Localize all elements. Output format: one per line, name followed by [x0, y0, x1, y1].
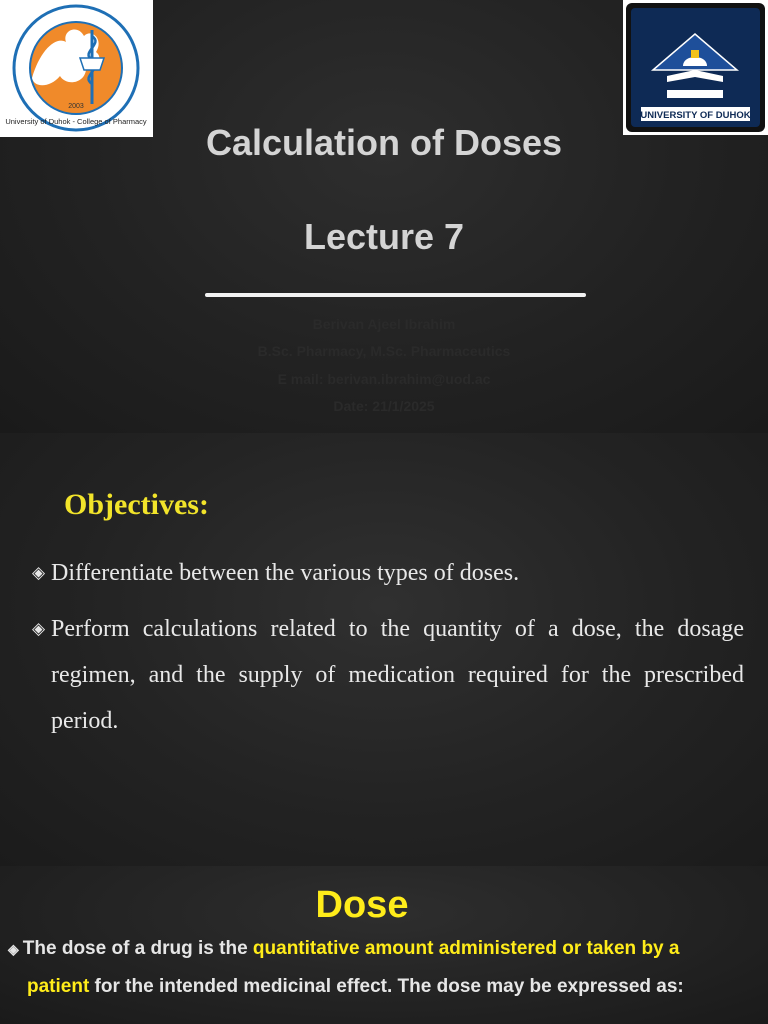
- objectives-slide: [0, 433, 768, 866]
- author-degrees: B.Sc. Pharmacy, M.Sc. Pharmaceutics: [257, 343, 511, 359]
- presentation-title: Calculation of Doses: [205, 122, 563, 163]
- svg-text:UNIVERSITY OF DUHOK: UNIVERSITY OF DUHOK: [640, 110, 751, 121]
- objective-text: Differentiate between the various types of doses.: [51, 560, 520, 586]
- dose-text-rest: for the intended medicinal effect. The dose may be expressed as:: [89, 976, 684, 997]
- objective-item: [32, 550, 744, 596]
- diamond-bullet-icon: ◈: [32, 619, 46, 638]
- college-of-pharmacy-logo: [0, 0, 153, 137]
- author-name: Berivan Ajeel Ibrahim: [312, 316, 456, 332]
- author-email: E mail: berivan.ibrahim@uod.ac: [277, 371, 491, 387]
- objectives-heading: Objectives:: [64, 488, 209, 521]
- svg-text:University of Duhok - College: University of Duhok - College of Pharmacy: [5, 117, 147, 126]
- dose-slide: [0, 866, 768, 1024]
- university-of-duhok-logo: [623, 0, 768, 135]
- dose-definition: [8, 930, 764, 1006]
- dose-heading: Dose: [315, 884, 409, 926]
- objective-text: Perform calculations related to the quantity of a dose, the dosage regimen, and the supply of medication required for the prescribed period.: [51, 616, 744, 734]
- lecture-number: Lecture 7: [303, 216, 465, 257]
- diamond-bullet-icon: ◈: [32, 563, 46, 582]
- title-divider: [205, 293, 586, 297]
- dose-highlight-amount: quantitative amount administered or taken by a: [252, 938, 680, 959]
- dose-text-intro: The dose of a drug is the: [22, 938, 253, 959]
- svg-text:2003: 2003: [68, 103, 84, 110]
- diamond-bullet-icon: ◈: [8, 941, 19, 957]
- title-slide: [0, 0, 768, 433]
- lecture-date: Date: 21/1/2025: [333, 398, 435, 414]
- dose-highlight-patient: patient: [27, 976, 90, 997]
- objective-item: [32, 606, 744, 744]
